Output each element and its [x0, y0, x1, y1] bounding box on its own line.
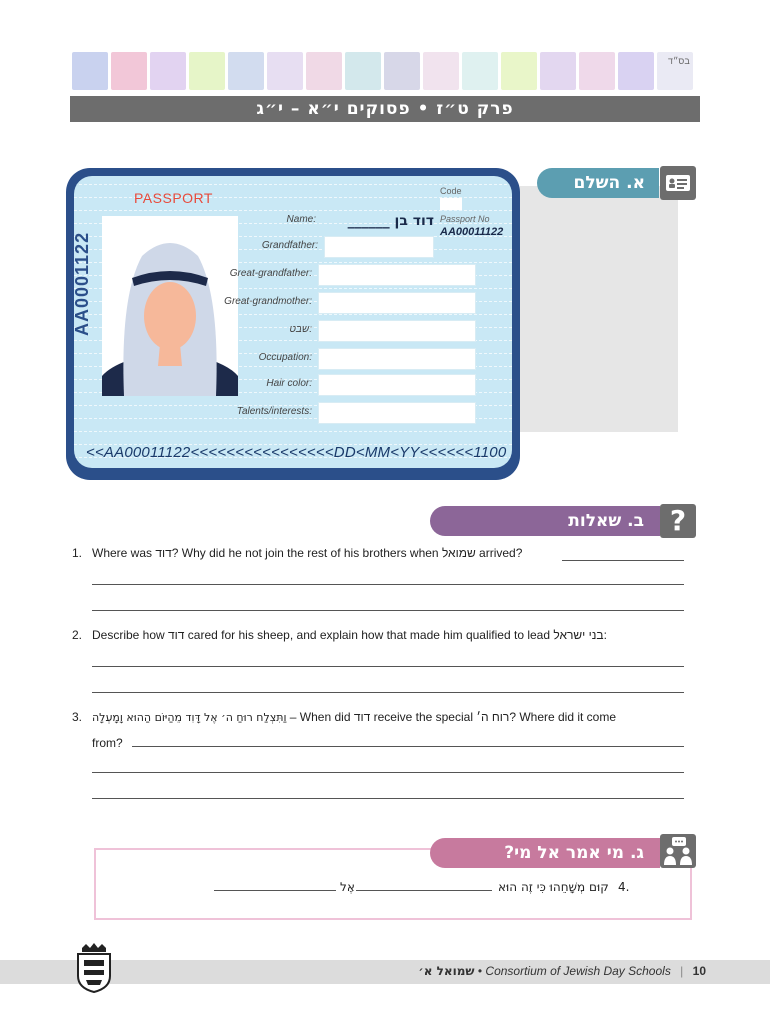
passport-field-input[interactable]: [318, 264, 476, 286]
question-4-connector: אֶל: [340, 880, 355, 894]
header-tile: [423, 52, 459, 90]
passport-wave-line: [74, 184, 512, 185]
question-1: [72, 546, 522, 560]
answer-line-1c[interactable]: [92, 610, 684, 611]
code-label: Code: [440, 186, 462, 196]
section-b-title: ב. שאלות: [430, 506, 660, 536]
passport-title: PASSPORT: [134, 190, 213, 206]
answer-line-3b[interactable]: [92, 772, 684, 773]
passport-wave-line: [74, 431, 512, 432]
header-tile: [345, 52, 381, 90]
passport-field-label: שבט:: [289, 324, 312, 335]
answer-line-1b[interactable]: [92, 584, 684, 585]
passport-no-label: Passport No: [440, 214, 490, 224]
chapter-title-bar: פרק ט״ז • פסוקים י״א – י״ג: [70, 96, 700, 122]
question-2-number: 2.: [72, 628, 83, 642]
question-3-continued: from?: [92, 736, 123, 750]
header-tile: [306, 52, 342, 90]
header-tile-strip: [72, 52, 698, 92]
people-talking-icon: [660, 834, 696, 868]
question-1-number: 1.: [72, 546, 83, 560]
id-card-icon: [660, 166, 696, 200]
passport-field-input[interactable]: [318, 402, 476, 424]
passport-field-input[interactable]: [324, 236, 434, 258]
passport-field-input[interactable]: [318, 292, 476, 314]
footer-book-name: שמואל א׳: [418, 964, 475, 978]
passport-field-input[interactable]: [318, 320, 476, 342]
header-tile: [111, 52, 147, 90]
passport-field-label: Grandfather:: [261, 240, 318, 251]
header-tile: [618, 52, 654, 90]
question-3: [72, 710, 616, 724]
answer-line-3a[interactable]: [132, 746, 684, 747]
name-value[interactable]: דוד בן ______: [347, 213, 434, 229]
passport-vertical-number: AA0001122: [72, 231, 92, 336]
question-4-number: .4: [618, 880, 630, 894]
section-a-panel: [520, 186, 678, 432]
answer-line-4b[interactable]: [214, 890, 336, 891]
question-mark-icon: ?: [660, 504, 696, 538]
question-4-text: קוּם מְשָׁחֵהוּ כִּי זֶה הוּא: [498, 880, 609, 894]
header-tile: [228, 52, 264, 90]
code-field[interactable]: [440, 198, 462, 210]
answer-line-3c[interactable]: [92, 798, 684, 799]
footer-separator: •: [477, 964, 483, 978]
section-a-title: א. השלם: [537, 168, 659, 198]
answer-line-4a[interactable]: [356, 890, 492, 891]
header-tile: [267, 52, 303, 90]
passport-no-value: AA00011122: [440, 226, 504, 238]
answer-line-2b[interactable]: [92, 692, 684, 693]
section-c-title: ג. מי אמר אל מי?: [430, 838, 660, 868]
footer-organization: Consortium of Jewish Day Schools: [485, 964, 671, 978]
footer-text: שמואל א׳ • Consortium of Jewish Day Schools | 10: [418, 964, 706, 978]
answer-line-2a[interactable]: [92, 666, 684, 667]
passport-wave-line: [74, 210, 512, 211]
passport-field-label: Occupation:: [258, 352, 312, 363]
question-3-number: 3.: [72, 710, 83, 724]
header-tile: [384, 52, 420, 90]
header-tile: [462, 52, 498, 90]
question-3-text: – When did דוד receive the special רוח ה׳? Where did it come: [286, 710, 617, 724]
passport-field-label: Hair color:: [266, 378, 312, 389]
passport-field-label: Great-grandmother:: [224, 296, 312, 307]
question-2: [72, 628, 607, 642]
header-tile: [72, 52, 108, 90]
header-tile: [150, 52, 186, 90]
bsd-mark: בס״ד: [668, 56, 690, 66]
header-tile: [189, 52, 225, 90]
name-label: Name:: [286, 214, 316, 225]
header-tile: [540, 52, 576, 90]
footer-page-number: 10: [692, 964, 706, 978]
question-1-text: Where was דוד? Why did he not join the rest of his brothers when שמואל arrived?: [92, 546, 523, 560]
passport-mrz-line: <<AA00011122<<<<<<<<<<<<<<<<DD<MM<YY<<<<<<1100: [86, 444, 507, 461]
passport-field-input[interactable]: [318, 348, 476, 370]
header-tile: [579, 52, 615, 90]
question-2-text: Describe how דוד cared for his sheep, and explain how that made him qualified to lead בני ישראל:: [92, 628, 607, 642]
question-3-hebrew-quote: וַתִּצְלַח רוּחַ ה׳ אֶל דָּוִד מֵהַיּוֹם הַהוּא וָמָעְלָה: [92, 711, 287, 724]
answer-line-1a[interactable]: [562, 560, 684, 561]
passport-field-label: Great-grandfather:: [229, 268, 312, 279]
header-tile: [501, 52, 537, 90]
school-crest-logo: [74, 942, 114, 994]
passport-field-label: Talents/interests:: [236, 406, 312, 417]
passport-field-input[interactable]: [318, 374, 476, 396]
